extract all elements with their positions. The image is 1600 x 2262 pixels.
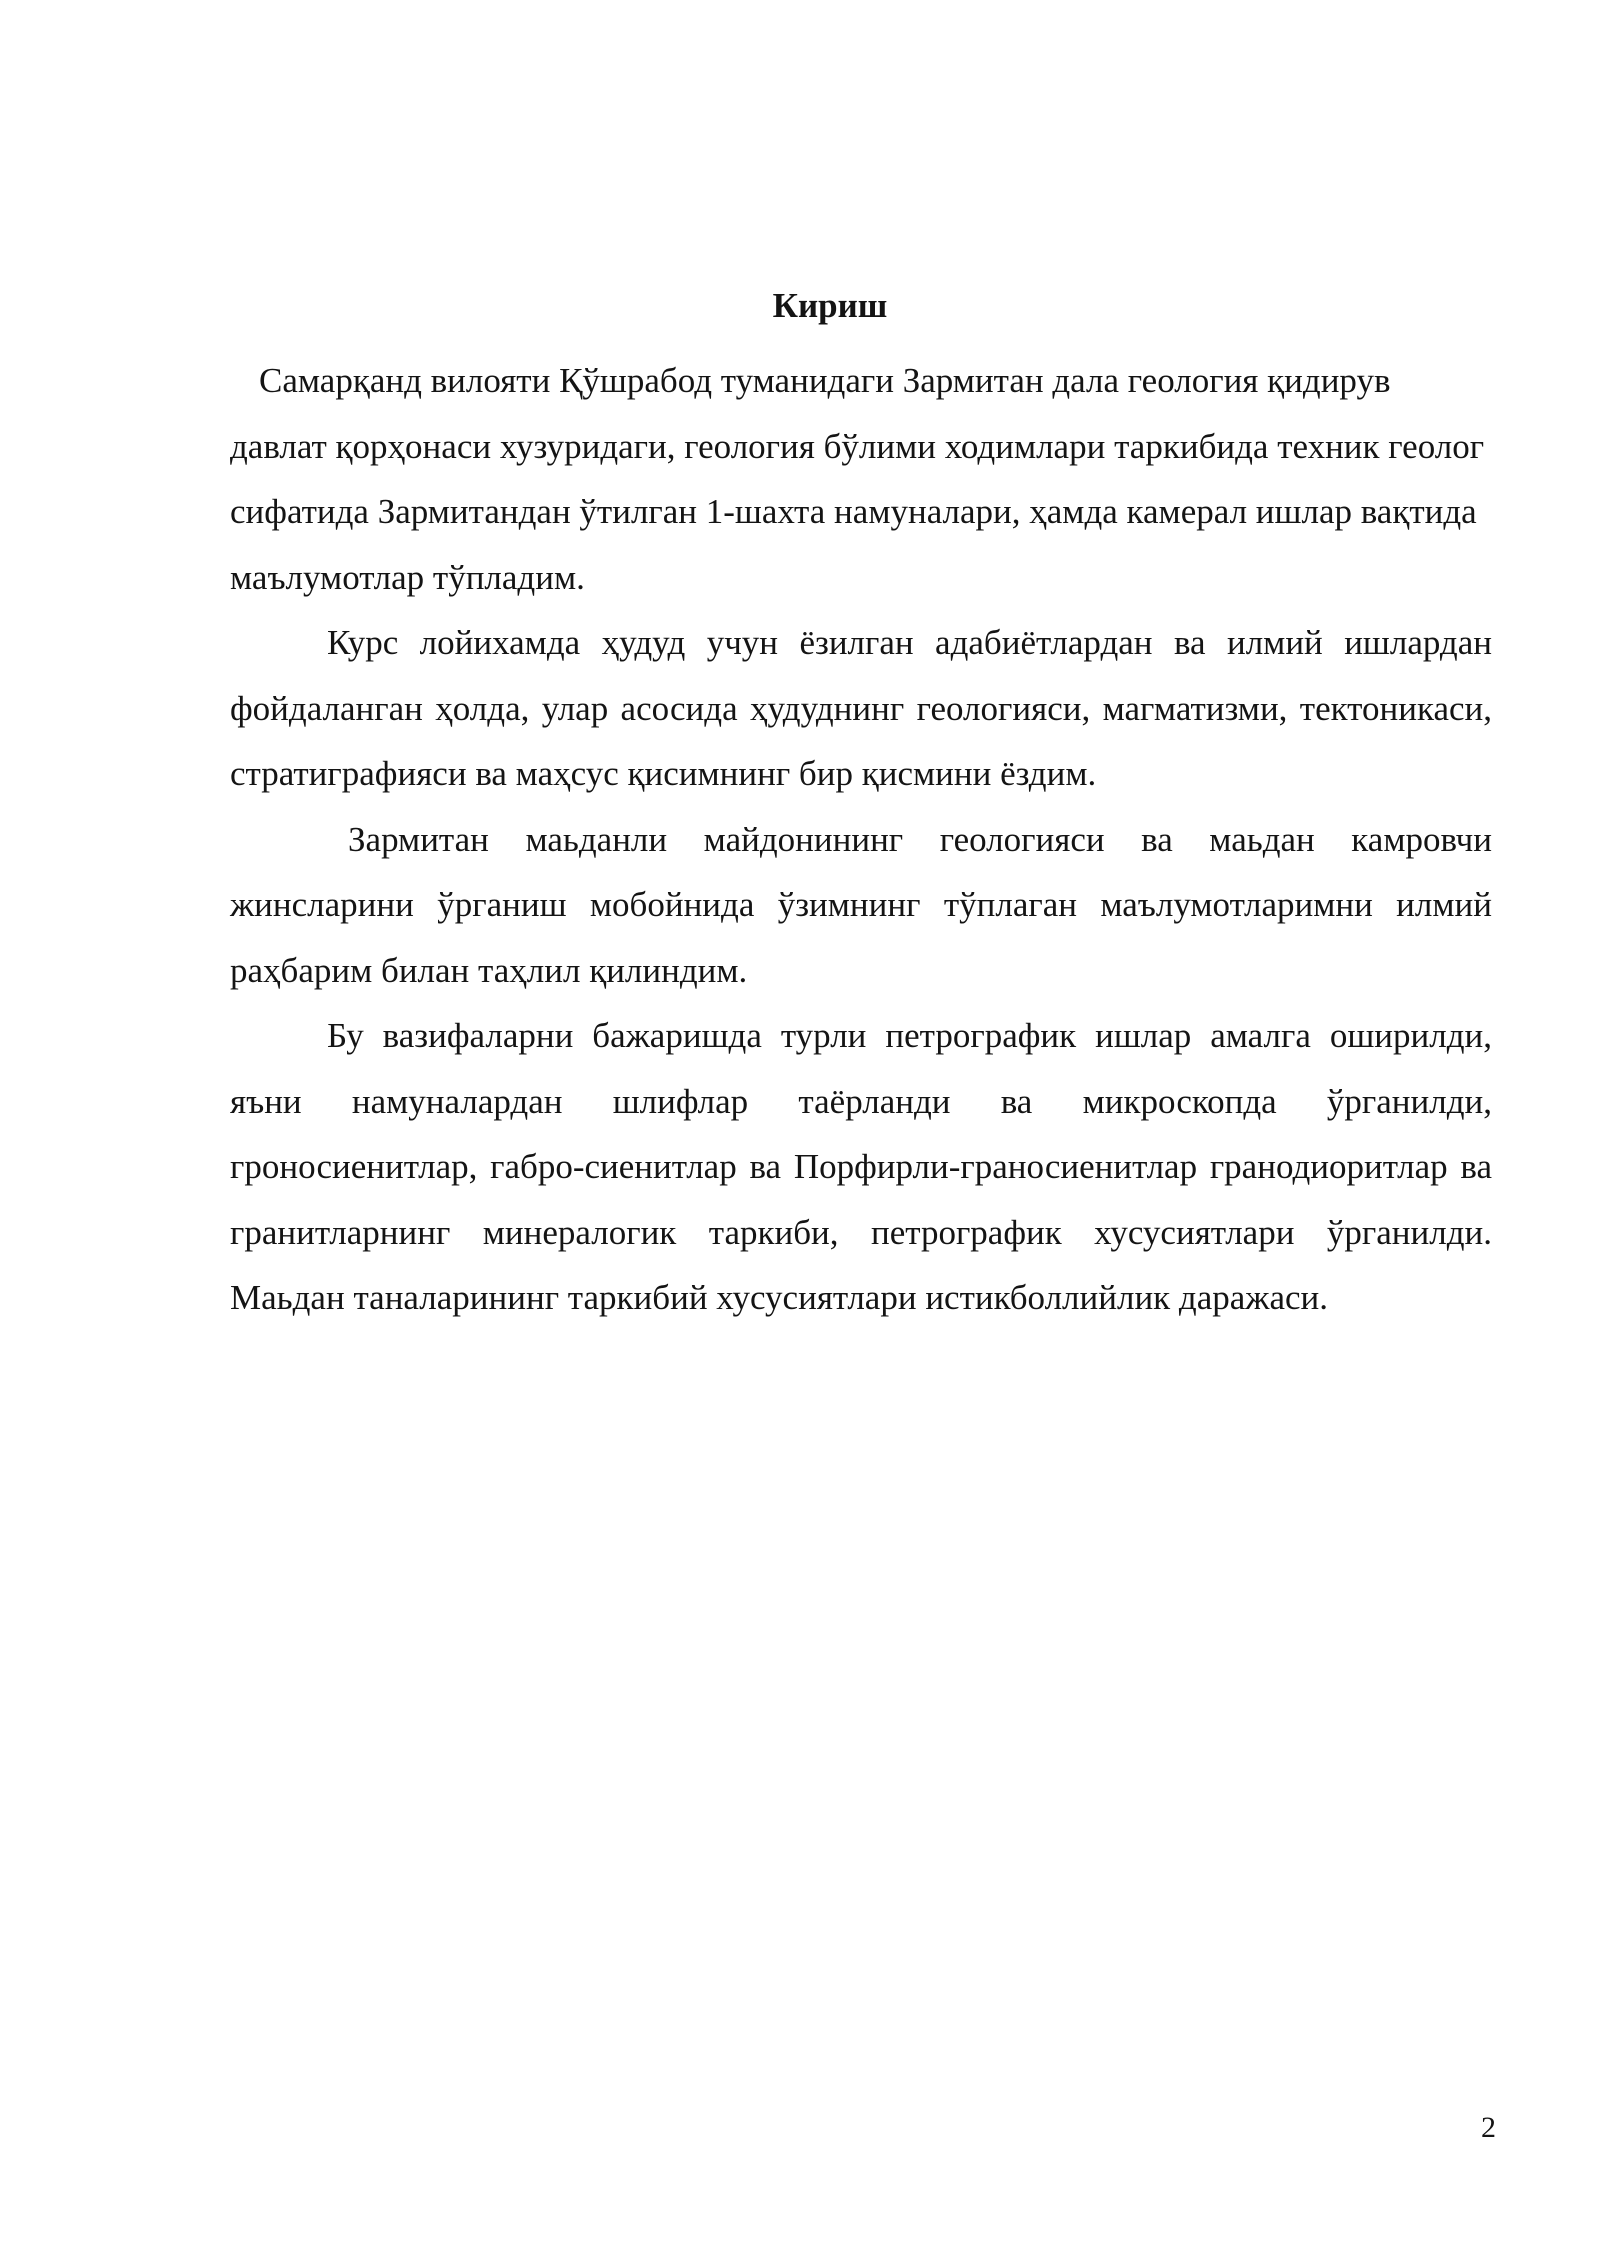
page-title: Кириш [772,286,888,325]
paragraph-4: Бу вазифаларни бажаришда турли петрографик ишлар амалга оширилди, яъни намуналардан шлифлар таёрланди ва микроскопда ўрганилди, гроносиенитлар, габро-сиенитлар ва Порфирли-граносиенитлар гранодиоритлар ва гранитларнинг минералогик таркиби, петрографик хусусиятлари ўрганилди. Маьдан таналарининг таркибий хусусиятлари истикболлийлик даражаси. [230,1016,1492,1317]
paragraph-1: Самарқанд вилояти Қўшрабод туманидаги Зармитан дала геология қидирув давлат қорҳонаси хузуридаги, геология бўлими ходимлари таркибида техник геолог сифатида Зармитандан ўтилган 1-шахта намуналари, ҳамда камерал ишлар вақтида маълумотлар тўпладим. [230,361,1485,597]
page-number: 2 [1481,2111,1496,2144]
paragraph-3: Зармитан маьданли майдонининг геологияси ва маьдан камровчи жинсларини ўрганиш мобойнида ўзимнинг тўплаган маълумотларимни илмий раҳбарим билан таҳлил қилиндим. [230,819,1492,990]
paragraph-2: Курс лойихамда ҳудуд учун ёзилган адабиётлардан ва илмий ишлардан фойдаланган ҳолда, улар асосида ҳудуднинг геологияси, магматизми, тектоникаси, стратиграфияси ва маҳсус қисимнинг бир қисмини ёздим. [230,623,1492,793]
document-body [230,348,1492,1331]
